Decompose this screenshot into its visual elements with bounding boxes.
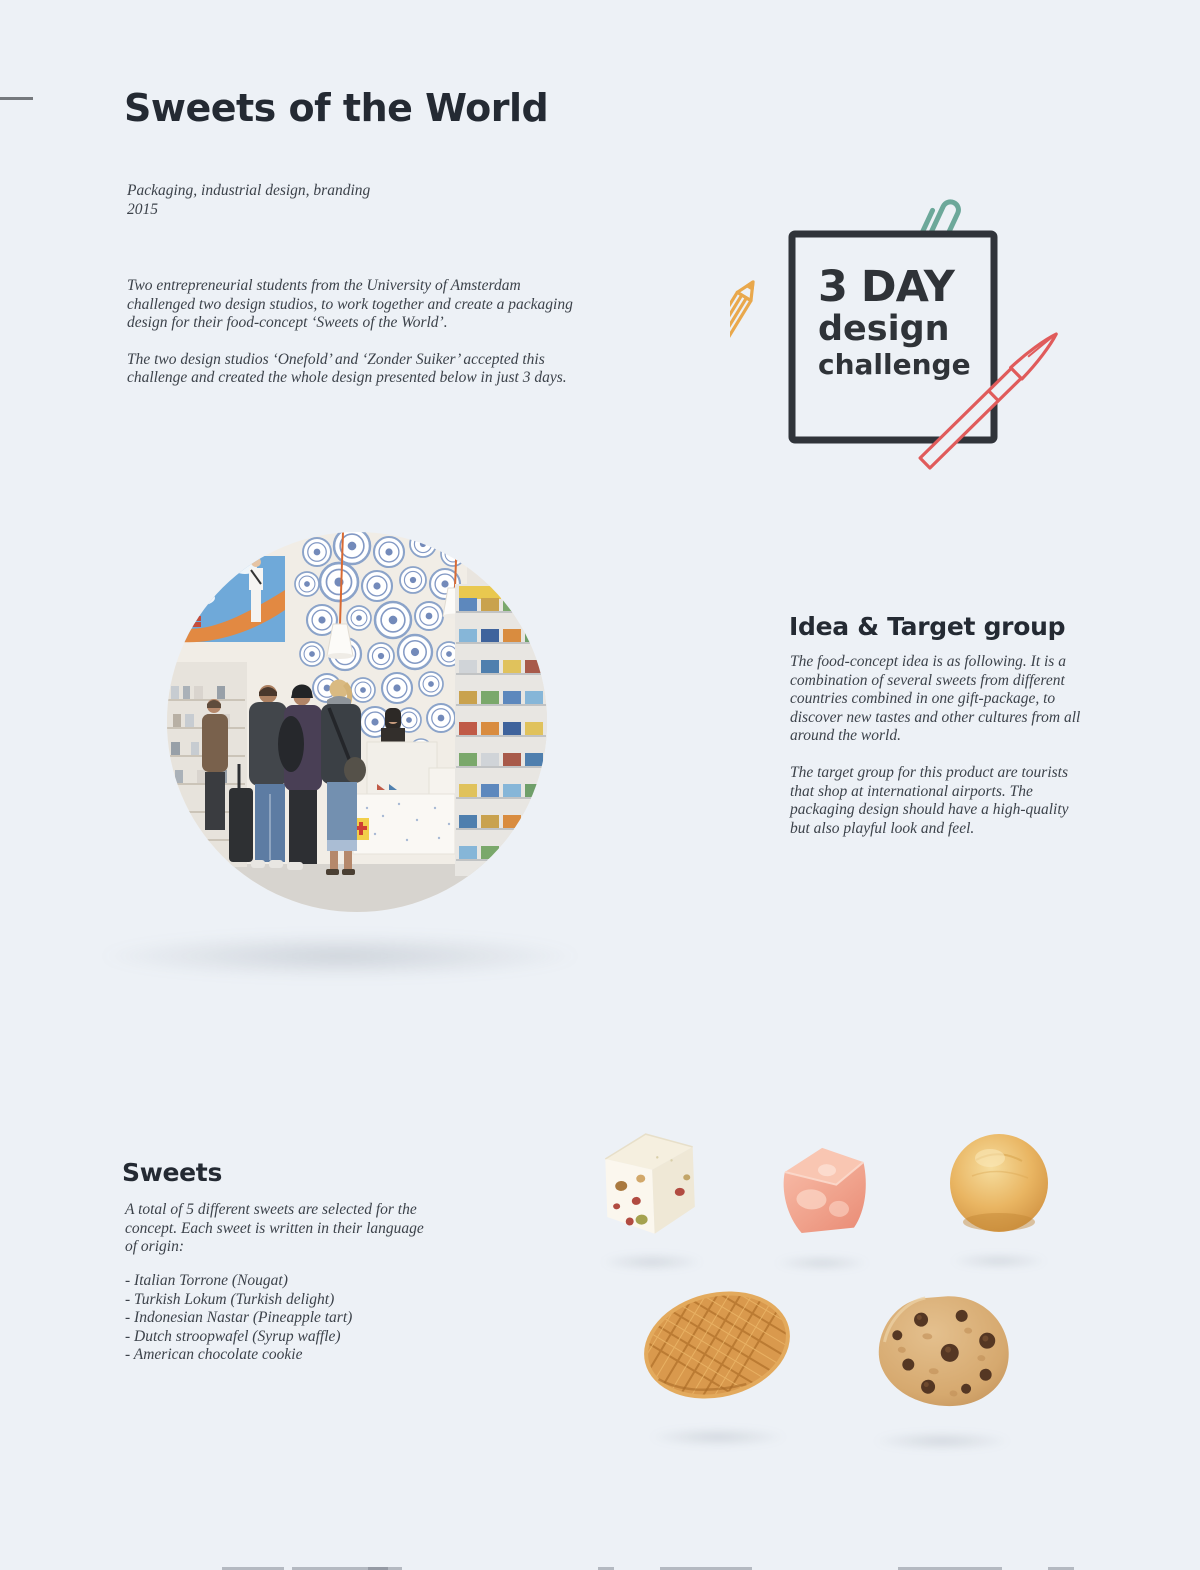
sweets-intro-text: A total of 5 different sweets are selected for the concept. Each sweet is written in their language of origin: bbox=[125, 1201, 424, 1256]
souvenir-shop-photo bbox=[167, 532, 547, 912]
billboard bbox=[179, 556, 285, 642]
idea-section-text bbox=[790, 653, 1092, 838]
meta-year: 2015 bbox=[127, 200, 158, 218]
nastar-pineapple-tart-image bbox=[948, 1128, 1050, 1238]
left-customer bbox=[202, 699, 228, 830]
sweet-shadow bbox=[872, 1432, 1012, 1450]
idea-paragraph: The food-concept idea is as following. It is a combination of several sweets from different countries combined in one gift-package, to discover new tastes and other cultures from all around the world. bbox=[790, 653, 1081, 745]
sweet-shadow bbox=[774, 1256, 870, 1270]
meta-disciplines: Packaging, industrial design, branding bbox=[127, 182, 371, 199]
torrone-nougat-image bbox=[593, 1122, 705, 1242]
top-left-rule bbox=[0, 97, 33, 100]
sweets-list-item: - Italian Torrone (Nougat) bbox=[125, 1272, 288, 1289]
sweets-list bbox=[125, 1272, 445, 1365]
sweets-list-item: - American chocolate cookie bbox=[125, 1346, 303, 1364]
sweet-shadow bbox=[600, 1254, 704, 1270]
intro-paragraph: The two design studios ‘Onefold’ and ‘Zonder Suiker’ accepted this challenge and created the whole design presented below in just 3 days. bbox=[127, 350, 567, 387]
logo-line-3day: 3 DAY bbox=[818, 262, 954, 312]
floor bbox=[167, 864, 547, 912]
sweet-shadow bbox=[648, 1428, 788, 1446]
postcard-rack bbox=[455, 584, 547, 876]
project-meta bbox=[127, 182, 370, 219]
sweets-list-item: - Turkish Lokum (Turkish delight) bbox=[125, 1290, 335, 1308]
sweet-shadow bbox=[950, 1254, 1048, 1268]
pencil-icon bbox=[730, 278, 760, 361]
lokum-turkish-delight-image bbox=[768, 1136, 878, 1242]
logo-line-challenge: challenge bbox=[818, 348, 971, 381]
intro-text bbox=[127, 277, 579, 388]
sweets-section-heading: Sweets bbox=[122, 1158, 223, 1187]
logo-line-design: design bbox=[818, 309, 950, 349]
sweets-list-item: - Indonesian Nastar (Pineapple tart) bbox=[125, 1309, 353, 1327]
idea-paragraph: The target group for this product are tourists that shop at international airports. The packaging design should have a high-quality but also playful look and feel. bbox=[790, 763, 1069, 837]
photo-drop-shadow bbox=[95, 934, 585, 978]
stroopwafel-image bbox=[640, 1286, 794, 1404]
sweets-list-item: - Dutch stroopwafel (Syrup waffle) bbox=[125, 1327, 341, 1345]
chocolate-chip-cookie-image bbox=[866, 1288, 1018, 1414]
page-title: Sweets of the World bbox=[124, 86, 549, 130]
shop-scene bbox=[167, 532, 547, 912]
idea-section-heading: Idea & Target group bbox=[789, 612, 1066, 641]
intro-paragraph: Two entrepreneurial students from the University of Amsterdam challenged two design studios, to work together and create a packaging design for their food-concept ‘Sweets of the World’. bbox=[127, 277, 573, 332]
logo-text bbox=[818, 264, 988, 381]
